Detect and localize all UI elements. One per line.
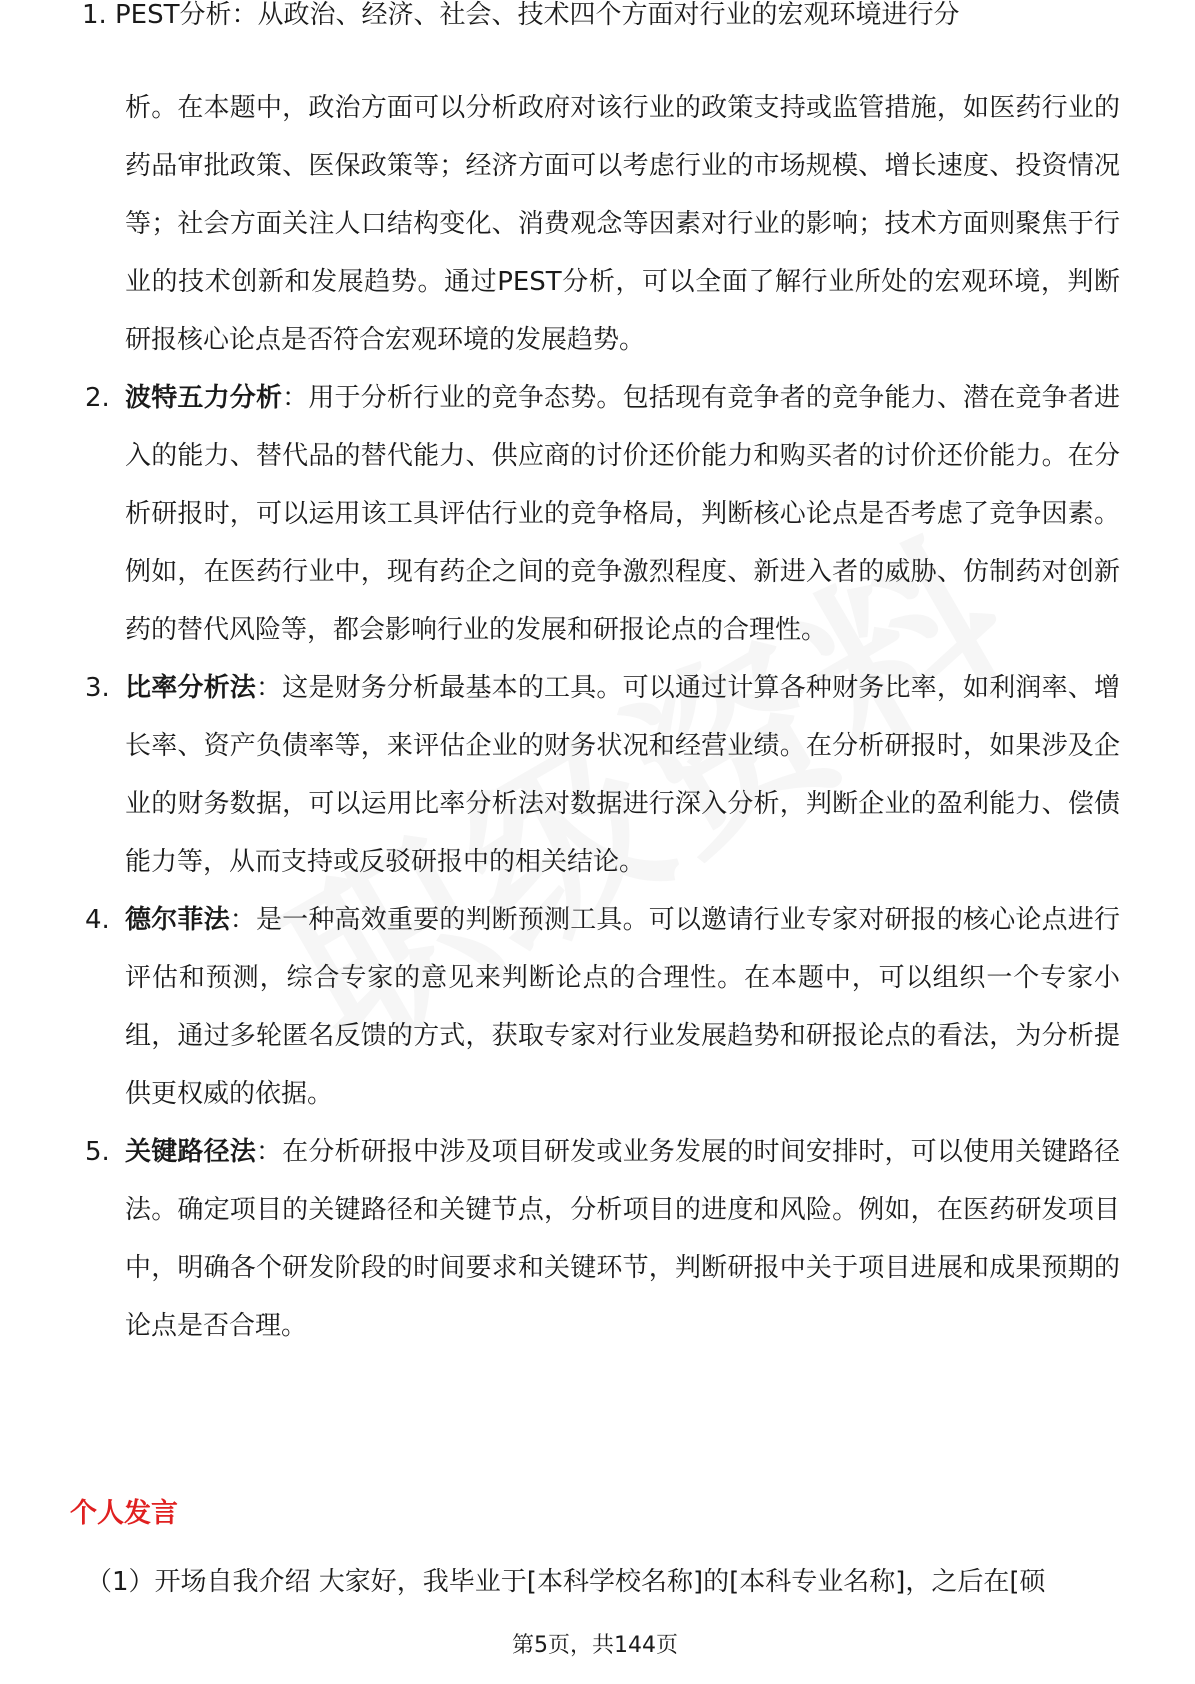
page-footer: 第5页，共144页: [512, 1633, 678, 1658]
section-title: 个人发言: [70, 1498, 178, 1529]
list-item-text: 是一种高效重要的判断预测工具。可以邀请行业专家对研报的核心论点进行评估和预测，综合专家的意见来判断论点的合理性。在本题中，可以组织一个专家小组，通过多轮匿名反馈的方式，获取专家对行业发展趋势和研报论点的看法，为分析提供更权威的依据。: [125, 905, 1120, 1109]
list-item-term: 波特五力分析: [125, 383, 283, 413]
list-item-1-continuation: [125, 79, 1120, 369]
list-item-colon: ：: [282, 383, 309, 413]
list-item-2: [85, 369, 1120, 659]
cut-item-number-text: 1.: [82, 0, 107, 30]
speech-line: （1）开场自我介绍 大家好，我毕业于[本科学校名称]的[本科专业名称]，之后在[硕: [86, 1567, 1046, 1597]
list-item-text: 析。在本题中，政治方面可以分析政府对该行业的政策支持或监管措施，如医药行业的药品审批政策、医保政策等；经济方面可以考虑行业的市场规模、增长速度、投资情况等；社会方面关注人口结构变化、消费观念等因素对行业的影响；技术方面则聚焦于行业的技术创新和发展趋势。通过PEST分析，可以全面了解行业所处的宏观环境，判断研报核心论点是否符合宏观环境的发展趋势。: [125, 93, 1120, 355]
list-item-number: 5.: [85, 1137, 110, 1167]
cut-top-line: [115, 0, 1115, 70]
list-item-text: 用于分析行业的竞争态势。包括现有竞争者的竞争能力、潜在竞争者进入的能力、替代品的替代能力、供应商的讨价还价能力和购买者的讨价还价能力。在分析研报时，可以运用该工具评估行业的竞争格局，判断核心论点是否考虑了竞争因素。例如，在医药行业中，现有药企之间的竞争激烈程度、新进入者的威胁、仿制药对创新药的替代风险等，都会影响行业的发展和研报论点的合理性。: [125, 383, 1120, 645]
cut-item-number: [82, 0, 112, 48]
list-item-colon: ：: [255, 673, 283, 703]
list-item-number: 4.: [85, 905, 110, 935]
list-item-term: 关键路径法: [125, 1137, 256, 1167]
list-item-5: [85, 1123, 1120, 1355]
cut-top-line-text: PEST分析：从政治、经济、社会、技术四个方面对行业的宏观环境进行分: [115, 0, 960, 30]
list-item-number: 2.: [85, 383, 110, 413]
list-item-colon: ：: [229, 905, 256, 935]
list-item-term: 比率分析法: [125, 673, 256, 703]
list-item-number: 3.: [85, 673, 110, 703]
list-item-4: [85, 891, 1120, 1123]
list-item-text: 这是财务分析最基本的工具。可以通过计算各种财务比率，如利润率、增长率、资产负债率等，来评估企业的财务状况和经营业绩。在分析研报时，如果涉及企业的财务数据，可以运用比率分析法对数据进行深入分析，判断企业的盈利能力、偿债能力等，从而支持或反驳研报中的相关结论。: [125, 673, 1120, 877]
numbered-list: [0, 79, 1190, 1355]
list-item-3: [85, 659, 1120, 891]
list-item-colon: ：: [255, 1137, 283, 1167]
list-item-text: 在分析研报中涉及项目研发或业务发展的时间安排时，可以使用关键路径法。确定项目的关键路径和关键节点，分析项目的进度和风险。例如，在医药研发项目中，明确各个研发阶段的时间要求和关键环节，判断研报中关于项目进展和成果预期的论点是否合理。: [125, 1137, 1120, 1341]
list-item-term: 德尔菲法: [125, 905, 230, 935]
